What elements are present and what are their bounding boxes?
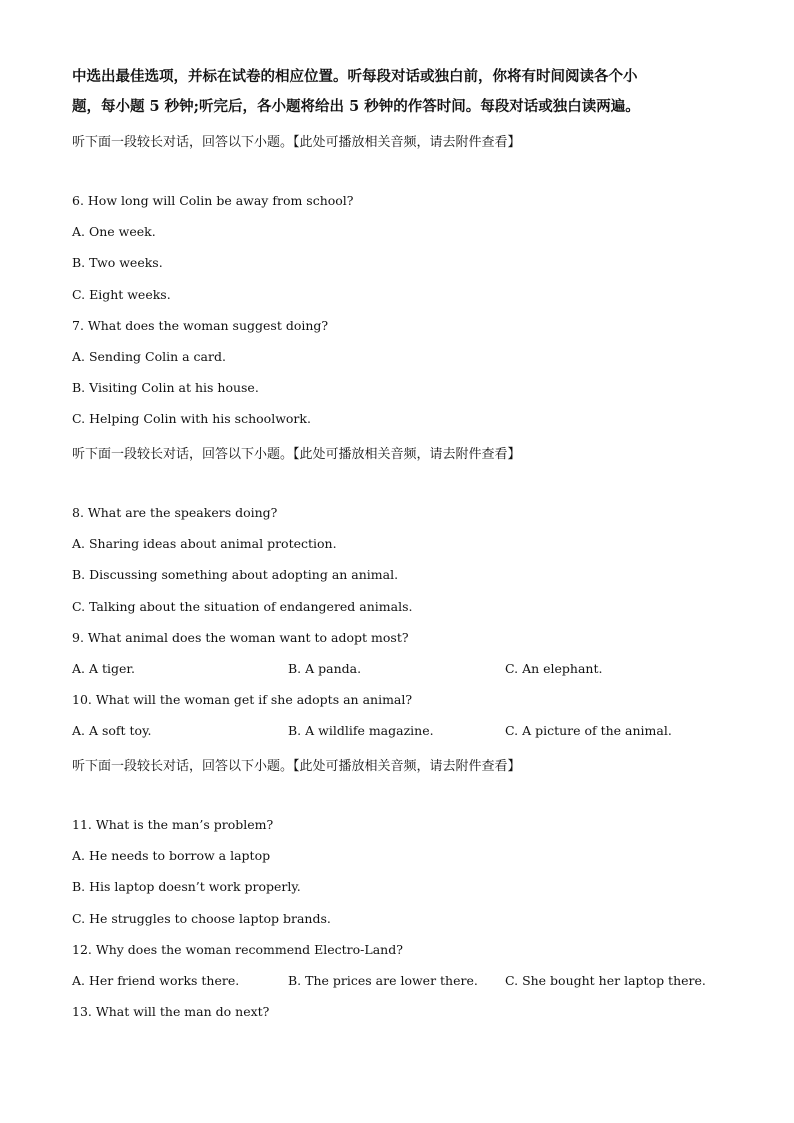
question-7-option-c: C. Helping Colin with his schoolwork. — [72, 411, 311, 426]
question-8-option-c: C. Talking about the situation of endangered animals. — [72, 599, 413, 614]
section-3-instruction: 听下面一段较长对话，回答以下小题。【此处可播放相关音频，请去附件查看】 — [72, 759, 521, 774]
question-9-option-c: C. An elephant. — [505, 661, 603, 676]
question-7: 7. What does the woman suggest doing? — [72, 318, 329, 333]
question-10-option-c: C. A picture of the animal. — [505, 723, 672, 738]
question-10: 10. What will the woman get if she adopts an animal? — [72, 692, 413, 707]
question-7-option-b: B. Visiting Colin at his house. — [72, 380, 259, 395]
question-11-option-b: B. His laptop doesn’t work properly. — [72, 879, 301, 894]
question-6-option-a: A. One week. — [72, 224, 156, 239]
intro-line-2: 题，每小题 5 秒钟;听完后，各小题将给出 5 秒钟的作答时间。每段对话或独白读两遍。 — [72, 98, 640, 115]
question-12-option-c: C. She bought her laptop there. — [505, 973, 706, 988]
question-12: 12. Why does the woman recommend Electro-Land? — [72, 942, 403, 957]
question-10-option-a: A. A soft toy. — [72, 723, 152, 738]
section-2-instruction: 听下面一段较长对话，回答以下小题。【此处可播放相关音频，请去附件查看】 — [72, 447, 521, 462]
question-13: 13. What will the man do next? — [72, 1004, 270, 1019]
question-11-option-c: C. He struggles to choose laptop brands. — [72, 911, 331, 926]
question-6: 6. How long will Colin be away from school? — [72, 193, 354, 208]
question-12-option-a: A. Her friend works there. — [72, 973, 240, 988]
intro-paragraph — [72, 62, 732, 122]
intro-line-1: 中选出最佳选项，并标在试卷的相应位置。听每段对话或独白前，你将有时间阅读各个小 — [72, 68, 638, 85]
question-8-option-b: B. Discussing something about adopting an animal. — [72, 567, 399, 582]
question-8: 8. What are the speakers doing? — [72, 505, 278, 520]
question-10-option-b: B. A wildlife magazine. — [288, 723, 434, 738]
question-6-option-b: B. Two weeks. — [72, 255, 163, 270]
question-12-option-b: B. The prices are lower there. — [288, 973, 478, 988]
question-8-option-a: A. Sharing ideas about animal protection. — [72, 536, 337, 551]
section-1-instruction: 听下面一段较长对话，回答以下小题。【此处可播放相关音频，请去附件查看】 — [72, 135, 521, 150]
question-9-option-a: A. A tiger. — [72, 661, 135, 676]
question-11-option-a: A. He needs to borrow a laptop — [72, 848, 271, 863]
question-9-option-b: B. A panda. — [288, 661, 362, 676]
question-6-option-c: C. Eight weeks. — [72, 287, 171, 302]
question-7-option-a: A. Sending Colin a card. — [72, 349, 226, 364]
question-11: 11. What is the man’s problem? — [72, 817, 274, 832]
question-9: 9. What animal does the woman want to adopt most? — [72, 630, 409, 645]
